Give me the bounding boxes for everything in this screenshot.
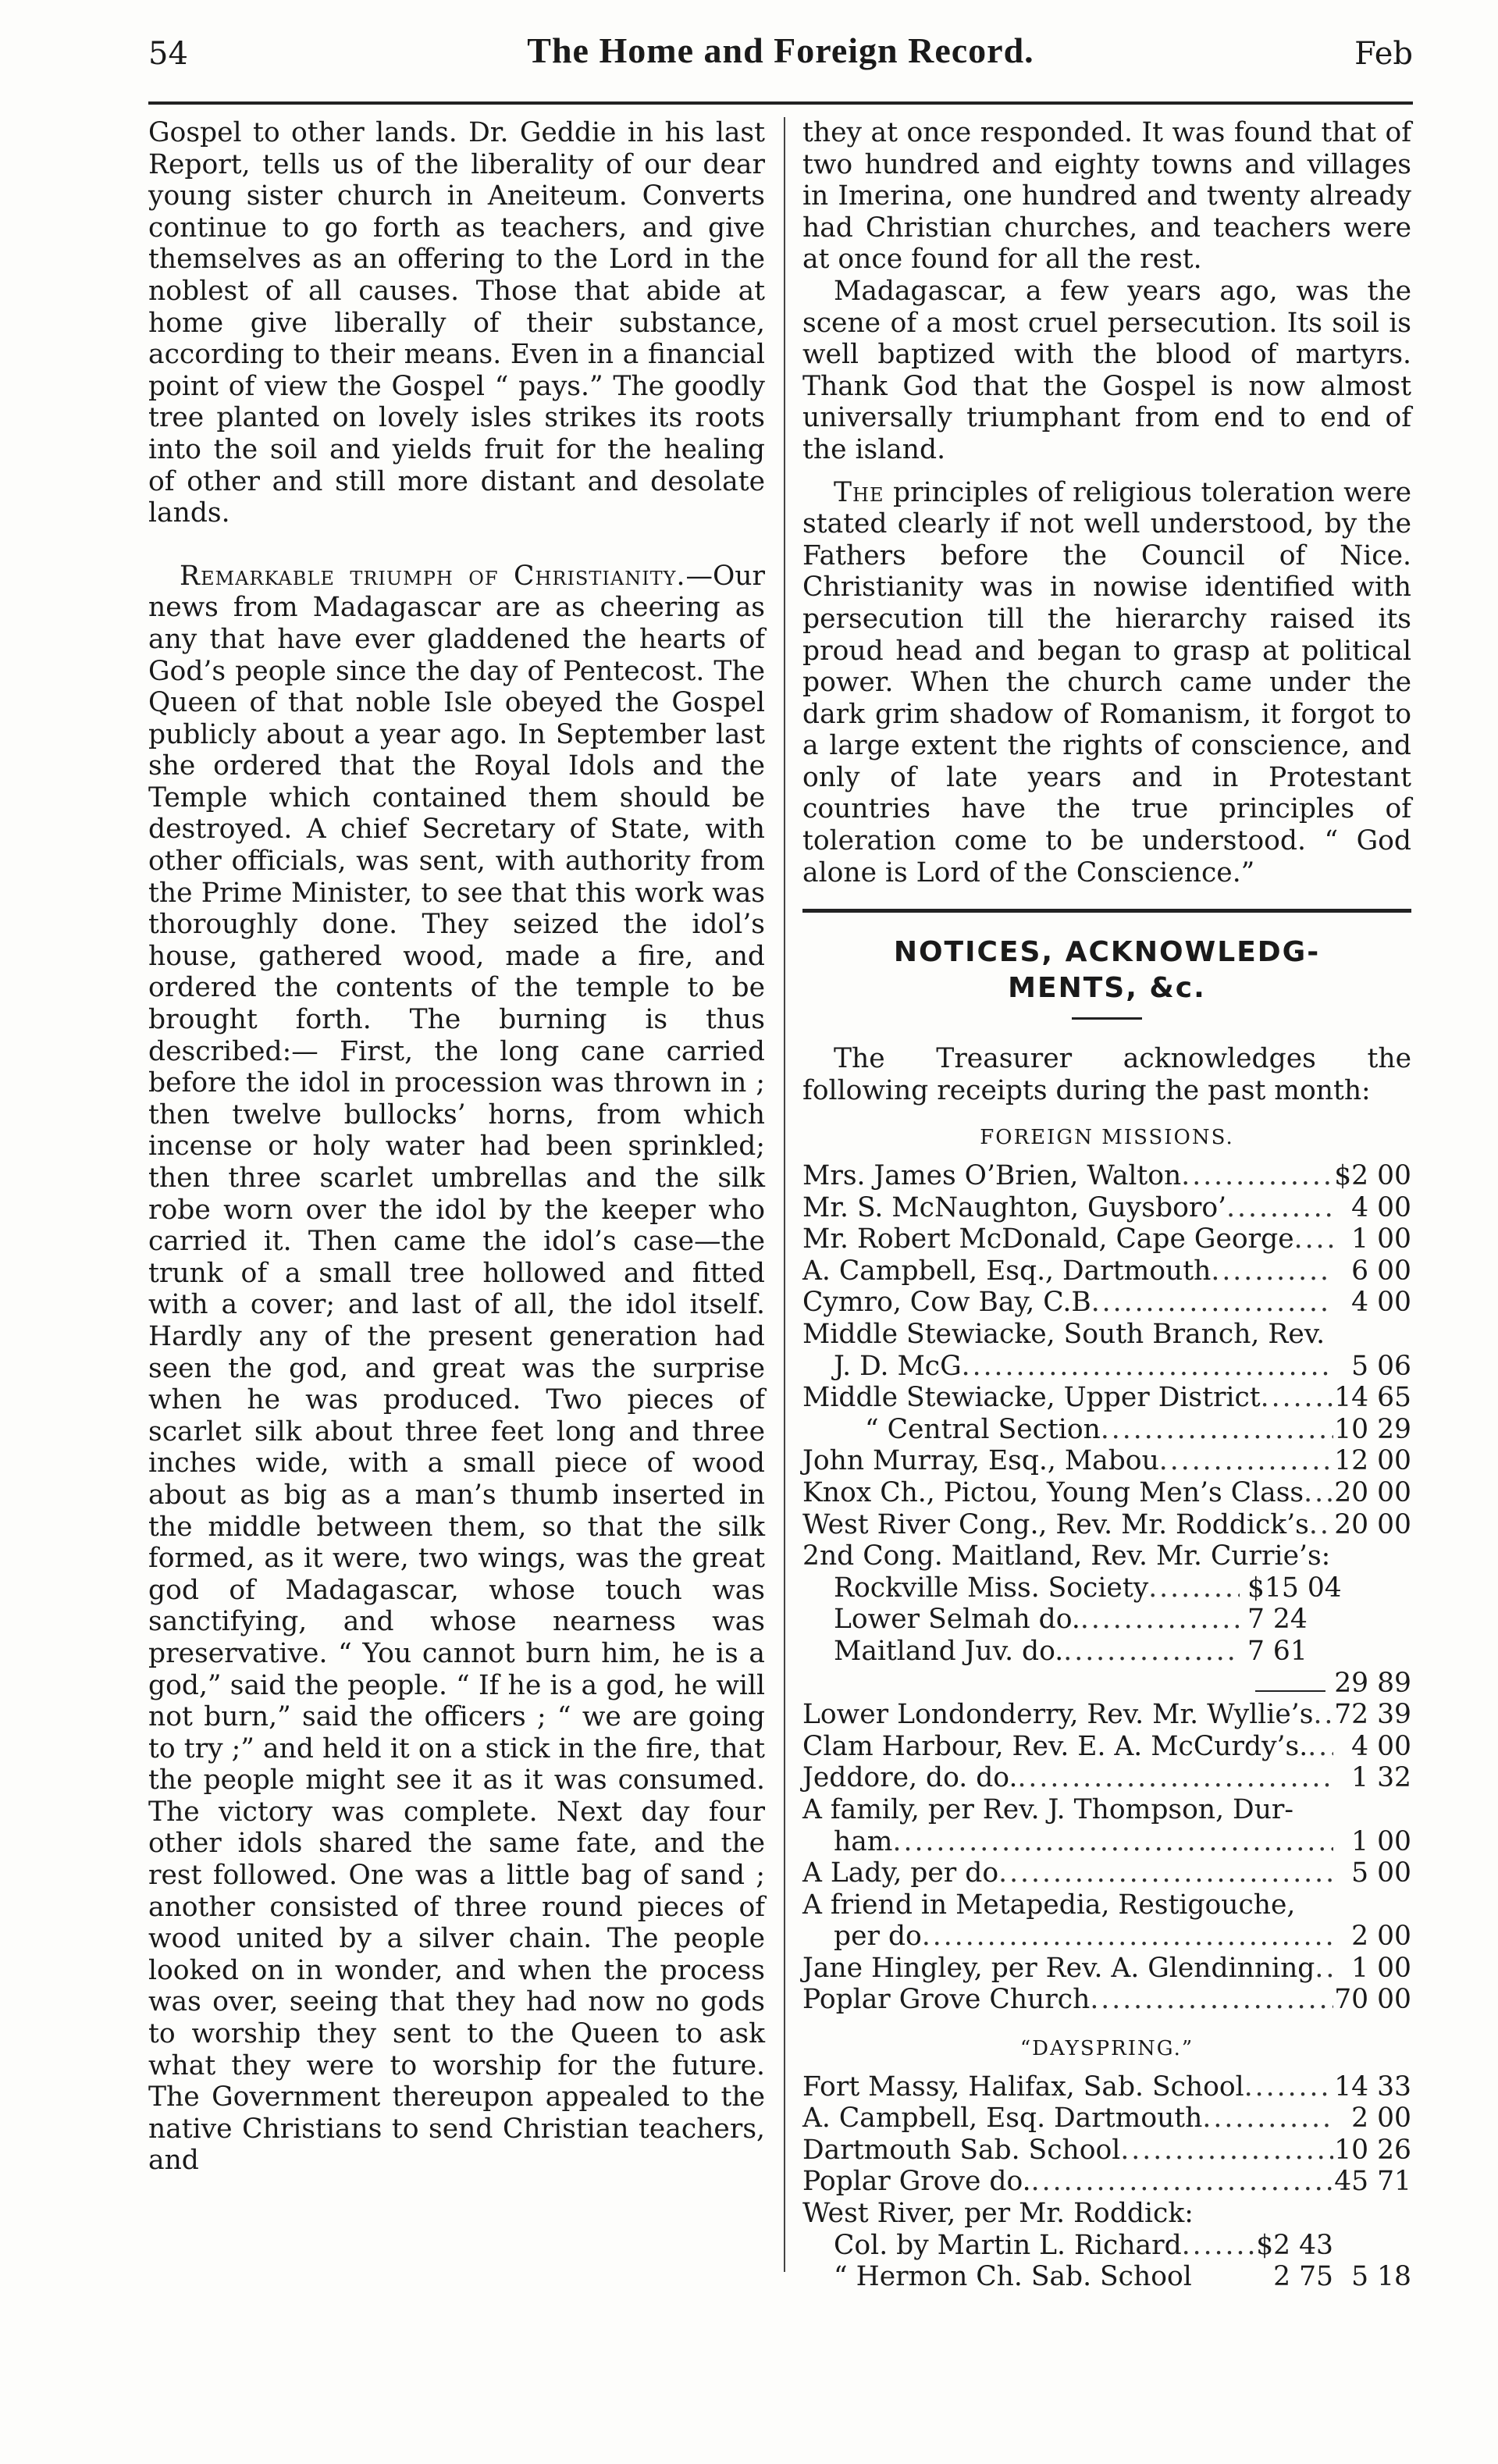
receipt-name: Poplar Grove do. <box>802 2166 1031 2198</box>
receipt-entry <box>802 2135 1411 2167</box>
westriver-total: 5 18 <box>1351 2261 1411 2293</box>
receipt-amount: 7 61 <box>1247 1635 1308 1667</box>
page-number: 54 <box>148 36 188 72</box>
receipt-name: Jane Hingley, per Rev. A. Glendinning <box>802 1952 1315 1984</box>
receipt-entry <box>802 1192 1411 1224</box>
receipt-amount: 1 00 <box>1351 1223 1411 1255</box>
receipt-amount: 10 26 <box>1334 2134 1411 2166</box>
receipt-entry <box>802 1445 1411 1477</box>
receipt-entry <box>802 1826 1411 1858</box>
paragraph-madagascar-body: —Our news from Madagascar are as cheering as any that have ever gladdened the hearts of God’s people since the day of Pentecost. The Queen of that noble Isle obeyed the Gospel publicly about a year ago. In September last she ordered that the Royal Idols and the Temple which contained them should be destroyed. A chief Secretary of State, with other officials, was sent, with authority from the Prime Minister, to see that this work was thoroughly done. They seized the idol’s house, gathered wood, made a fire, and ordered the contents of the temple to be brought forth. The burning is thus described:— First, the long cane carried before the idol in procession was thrown in ; then twelve bullocks’ horns, from which incense or holy water had been sprinkled; then three scarlet umbrellas and the silk robe worn over the idol by the keeper who carried it. Then came the idol’s case—the trunk of a small tree hollowed and fitted with a cover; and last of all, the idol itself. Hardly any of the present generation had seen the god, and great was the surprise when he was produced. Two pieces of scarlet silk about three feet long and three inches wide, with a small piece of wood about as big as a man’s thumb inserted in the middle between them, so that the silk formed, as it were, two wings, was the great god of Madagascar, whose touch was sanctifying, and whose nearness was preservative. “ You cannot burn him, he is a god,” said the people. “ If he is a god, he will not burn,” said the officers ; “ we are going to try ;” and held it on a stick in the fire, that the people might see it as it was consumed. The victory was complete. Next day four other idols shared the same fate, and the rest followed. One was a little bag of sand ; another consisted of three round pieces of wood united by a silver chain. The people looked on in wonder, and when the process was over, seeing that they had now no gods to worship they sent to the Queen to ask what they were to worship for the future. The Government thereupon appealed to the native Christians to send Christian teachers, and <box>148 560 765 2177</box>
receipt-entry <box>802 1921 1411 1953</box>
page-header <box>148 30 1413 84</box>
running-title: The Home and Foreign Record. <box>527 30 1034 70</box>
receipt-name: “ Hermon Ch. Sab. School <box>834 2261 1192 2293</box>
receipt-name: J. D. McG <box>834 1350 962 1382</box>
issue-month: Feb <box>1354 36 1413 72</box>
receipt-name: “ Central Section <box>865 1413 1101 1445</box>
receipt-entry <box>802 1731 1411 1763</box>
receipt-name: Dartmouth Sab. School <box>802 2134 1121 2166</box>
receipt-name: Clam Harbour, Rev. E. A. McCurdy’s. <box>802 1730 1308 1762</box>
receipt-amount: 12 00 <box>1334 1445 1411 1477</box>
paragraph-gospel-lands: Gospel to other lands. Dr. Geddie in his last Report, tells us of the liberality of our dear young sister church in Aneiteum. Converts continue to go forth as teachers, and give themselves as an offering to the Lord in the noblest of all causes. Those that abide at home give liberally of their substance, according to their means. Even in a financial point of view the Gospel “ pays.” The goodly tree planted on lovely isles strikes its roots into the soil and yields fruit for the healing of other and still more distant and desolate lands. <box>148 117 765 529</box>
receipt-entry <box>802 1636 1411 1668</box>
foreign-missions-heading: FOREIGN MISSIONS. <box>980 1126 1234 1150</box>
notices-short-rule <box>1072 1017 1142 1020</box>
receipt-name: Rockville Miss. Society <box>834 1572 1149 1604</box>
receipt-entry <box>802 1287 1411 1319</box>
westriver-heading: West River, per Mr. Roddick: <box>802 2198 1194 2230</box>
notices-title-line2: MENTS, &c. <box>1008 972 1206 1005</box>
receipt-name: Fort Massy, Halifax, Sab. School <box>802 2071 1244 2103</box>
receipt-entry <box>802 2166 1411 2198</box>
paragraph-persecution: Madagascar, a few years ago, was the scene of a most cruel persecution. Its soil is well baptized with the blood of martyrs. Thank God that the Gospel is now almost universally triumphant from end to end of the island. <box>802 275 1411 465</box>
receipt-entry <box>802 2103 1411 2135</box>
receipt-name: Lower Londonderry, Rev. Mr. Wyllie’s <box>802 1699 1314 1731</box>
sum-dash <box>1255 1690 1325 1692</box>
notices-rule <box>802 909 1411 913</box>
receipt-name: Col. by Martin L. Richard <box>834 2229 1182 2261</box>
receipt-amount: 14 65 <box>1334 1382 1411 1414</box>
notices-title <box>802 935 1411 1006</box>
receipt-amount: 4 00 <box>1351 1287 1411 1319</box>
receipt-name: A. Campbell, Esq., Dartmouth <box>802 1255 1212 1287</box>
column-divider <box>784 117 785 2272</box>
treasurer-intro: The Treasurer acknowledges the following receipts during the past month: <box>802 1043 1411 1106</box>
receipt-name: West River Cong., Rev. Mr. Roddick’s <box>802 1508 1309 1540</box>
receipt-entry <box>802 1351 1411 1383</box>
receipt-entry <box>802 2230 1411 2262</box>
receipt-entry <box>802 1953 1411 1985</box>
receipt-name: John Murray, Esq., Mabou <box>802 1445 1159 1477</box>
receipt-name: Mr. S. McNaughton, Guysboro’ <box>802 1191 1227 1223</box>
receipt-entry <box>802 1857 1411 1889</box>
toleration-body: principles of religious toleration were stated clearly if not well understood, by the Fathers before the Council of Nice. Christianity was in nowise identified with persecution till the hierarchy raised its proud head and began to grasp at political power. When the church came under the dark grim shadow of Romanism, it forgot to a large extent the rights of conscience, and only of late years and in Protestant countries have the true principles of toleration come to be understood. “ God alone is Lord of the Conscience.” <box>802 476 1411 888</box>
left-column <box>148 117 765 2177</box>
receipt-amount: 6 00 <box>1351 1255 1411 1287</box>
section-heading-remarkable-triumph: Remarkable triumph of Christianity. <box>180 560 686 592</box>
maitland-list <box>802 1572 1411 1668</box>
dayspring-list <box>802 2071 1411 2198</box>
receipt-amount: 7 24 <box>1247 1604 1308 1636</box>
receipt-entry <box>802 1160 1411 1192</box>
foreign-missions-list-continued <box>802 1445 1411 1540</box>
receipt-name: per do <box>834 1921 922 1953</box>
receipt-amount: 5 06 <box>1351 1350 1411 1382</box>
receipt-name: ham <box>834 1825 893 1857</box>
right-column <box>802 117 1411 2293</box>
durham-line1: A family, per Rev. J. Thompson, Dur- <box>802 1793 1294 1825</box>
receipt-amount: 20 00 <box>1334 1476 1411 1508</box>
receipt-amount: 20 00 <box>1334 1508 1411 1540</box>
paragraph-responded: they at once responded. It was found that of two hundred and eighty towns and villages in Imerina, one hundred and twenty already had Christian churches, and teachers were at once found for all the rest. <box>802 117 1411 276</box>
metapedia-line1: A friend in Metapedia, Restigouche, <box>802 1889 1296 1921</box>
receipt-amount: 45 71 <box>1334 2166 1411 2198</box>
receipt-amount: 1 00 <box>1351 1825 1411 1857</box>
receipt-entry <box>802 1414 1411 1446</box>
receipt-name: Mr. Robert McDonald, Cape George <box>802 1223 1294 1255</box>
receipt-amount: 72 39 <box>1334 1699 1411 1731</box>
receipt-entry <box>802 2071 1411 2103</box>
receipt-name: Poplar Grove Church <box>802 1984 1091 2016</box>
foreign-missions-list-3 <box>802 1699 1411 1794</box>
receipt-subamount: 2 75 <box>1273 2261 1333 2293</box>
receipt-name: Lower Selmah do. <box>834 1604 1080 1636</box>
receipt-entry <box>802 1509 1411 1541</box>
receipt-name: Cymro, Cow Bay, C.B <box>802 1287 1091 1319</box>
header-rule <box>148 101 1413 105</box>
foreign-missions-list <box>802 1160 1411 1319</box>
dayspring-heading: “DAYSPRING.” <box>1019 2037 1194 2061</box>
receipt-name: Jeddore, do. do. <box>802 1762 1018 1794</box>
receipt-amount: 14 33 <box>1334 2071 1411 2103</box>
receipt-amount: 70 00 <box>1334 1984 1411 2016</box>
maitland-total: 29 89 <box>1334 1667 1411 1699</box>
maitland-total-line <box>802 1668 1411 1700</box>
receipt-name: Middle Stewiacke, Upper District <box>802 1382 1261 1414</box>
receipt-amount: 1 00 <box>1351 1952 1411 1984</box>
toleration-lead-word: The <box>834 476 884 508</box>
receipt-name: Maitland Juv. do. <box>834 1635 1064 1667</box>
receipt-amount: $15 04 <box>1247 1572 1342 1604</box>
paragraph-madagascar-triumph <box>148 561 765 2177</box>
receipt-name: A Lady, per do <box>802 1857 999 1889</box>
receipt-subamount: $2 43 <box>1256 2229 1333 2261</box>
receipt-entry <box>802 1984 1411 2016</box>
receipt-entry <box>802 1572 1411 1604</box>
notices-title-line1: NOTICES, ACKNOWLEDG- <box>893 936 1321 969</box>
receipt-name: Mrs. James O’Brien, Walton <box>802 1160 1182 1192</box>
receipt-entry <box>802 1477 1411 1509</box>
paragraph-toleration <box>802 477 1411 889</box>
receipt-amount: 5 00 <box>1351 1857 1411 1889</box>
receipt-entry <box>802 1382 1411 1414</box>
receipt-amount: 4 00 <box>1351 1191 1411 1223</box>
receipt-entry <box>802 1223 1411 1255</box>
receipt-entry <box>802 1699 1411 1731</box>
maitland-heading: 2nd Cong. Maitland, Rev. Mr. Currie’s: <box>802 1540 1331 1572</box>
receipt-entry <box>802 1255 1411 1287</box>
receipt-amount: 2 00 <box>1351 2103 1411 2135</box>
foreign-missions-list-4 <box>802 1953 1411 2016</box>
receipt-amount: 1 32 <box>1351 1762 1411 1794</box>
receipt-amount: 2 00 <box>1351 1921 1411 1953</box>
receipt-amount: $2 00 <box>1334 1160 1411 1192</box>
receipt-name: A. Campbell, Esq. Dartmouth <box>802 2103 1203 2135</box>
receipt-entry <box>802 1604 1411 1636</box>
receipt-name: Knox Ch., Pictou, Young Men’s Class <box>802 1476 1304 1508</box>
stewiacke-south-line1: Middle Stewiacke, South Branch, Rev. <box>802 1319 1325 1350</box>
receipt-entry <box>802 1762 1411 1794</box>
receipt-entry <box>802 2261 1411 2293</box>
receipt-amount: 4 00 <box>1351 1730 1411 1762</box>
receipt-amount: 10 29 <box>1334 1413 1411 1445</box>
